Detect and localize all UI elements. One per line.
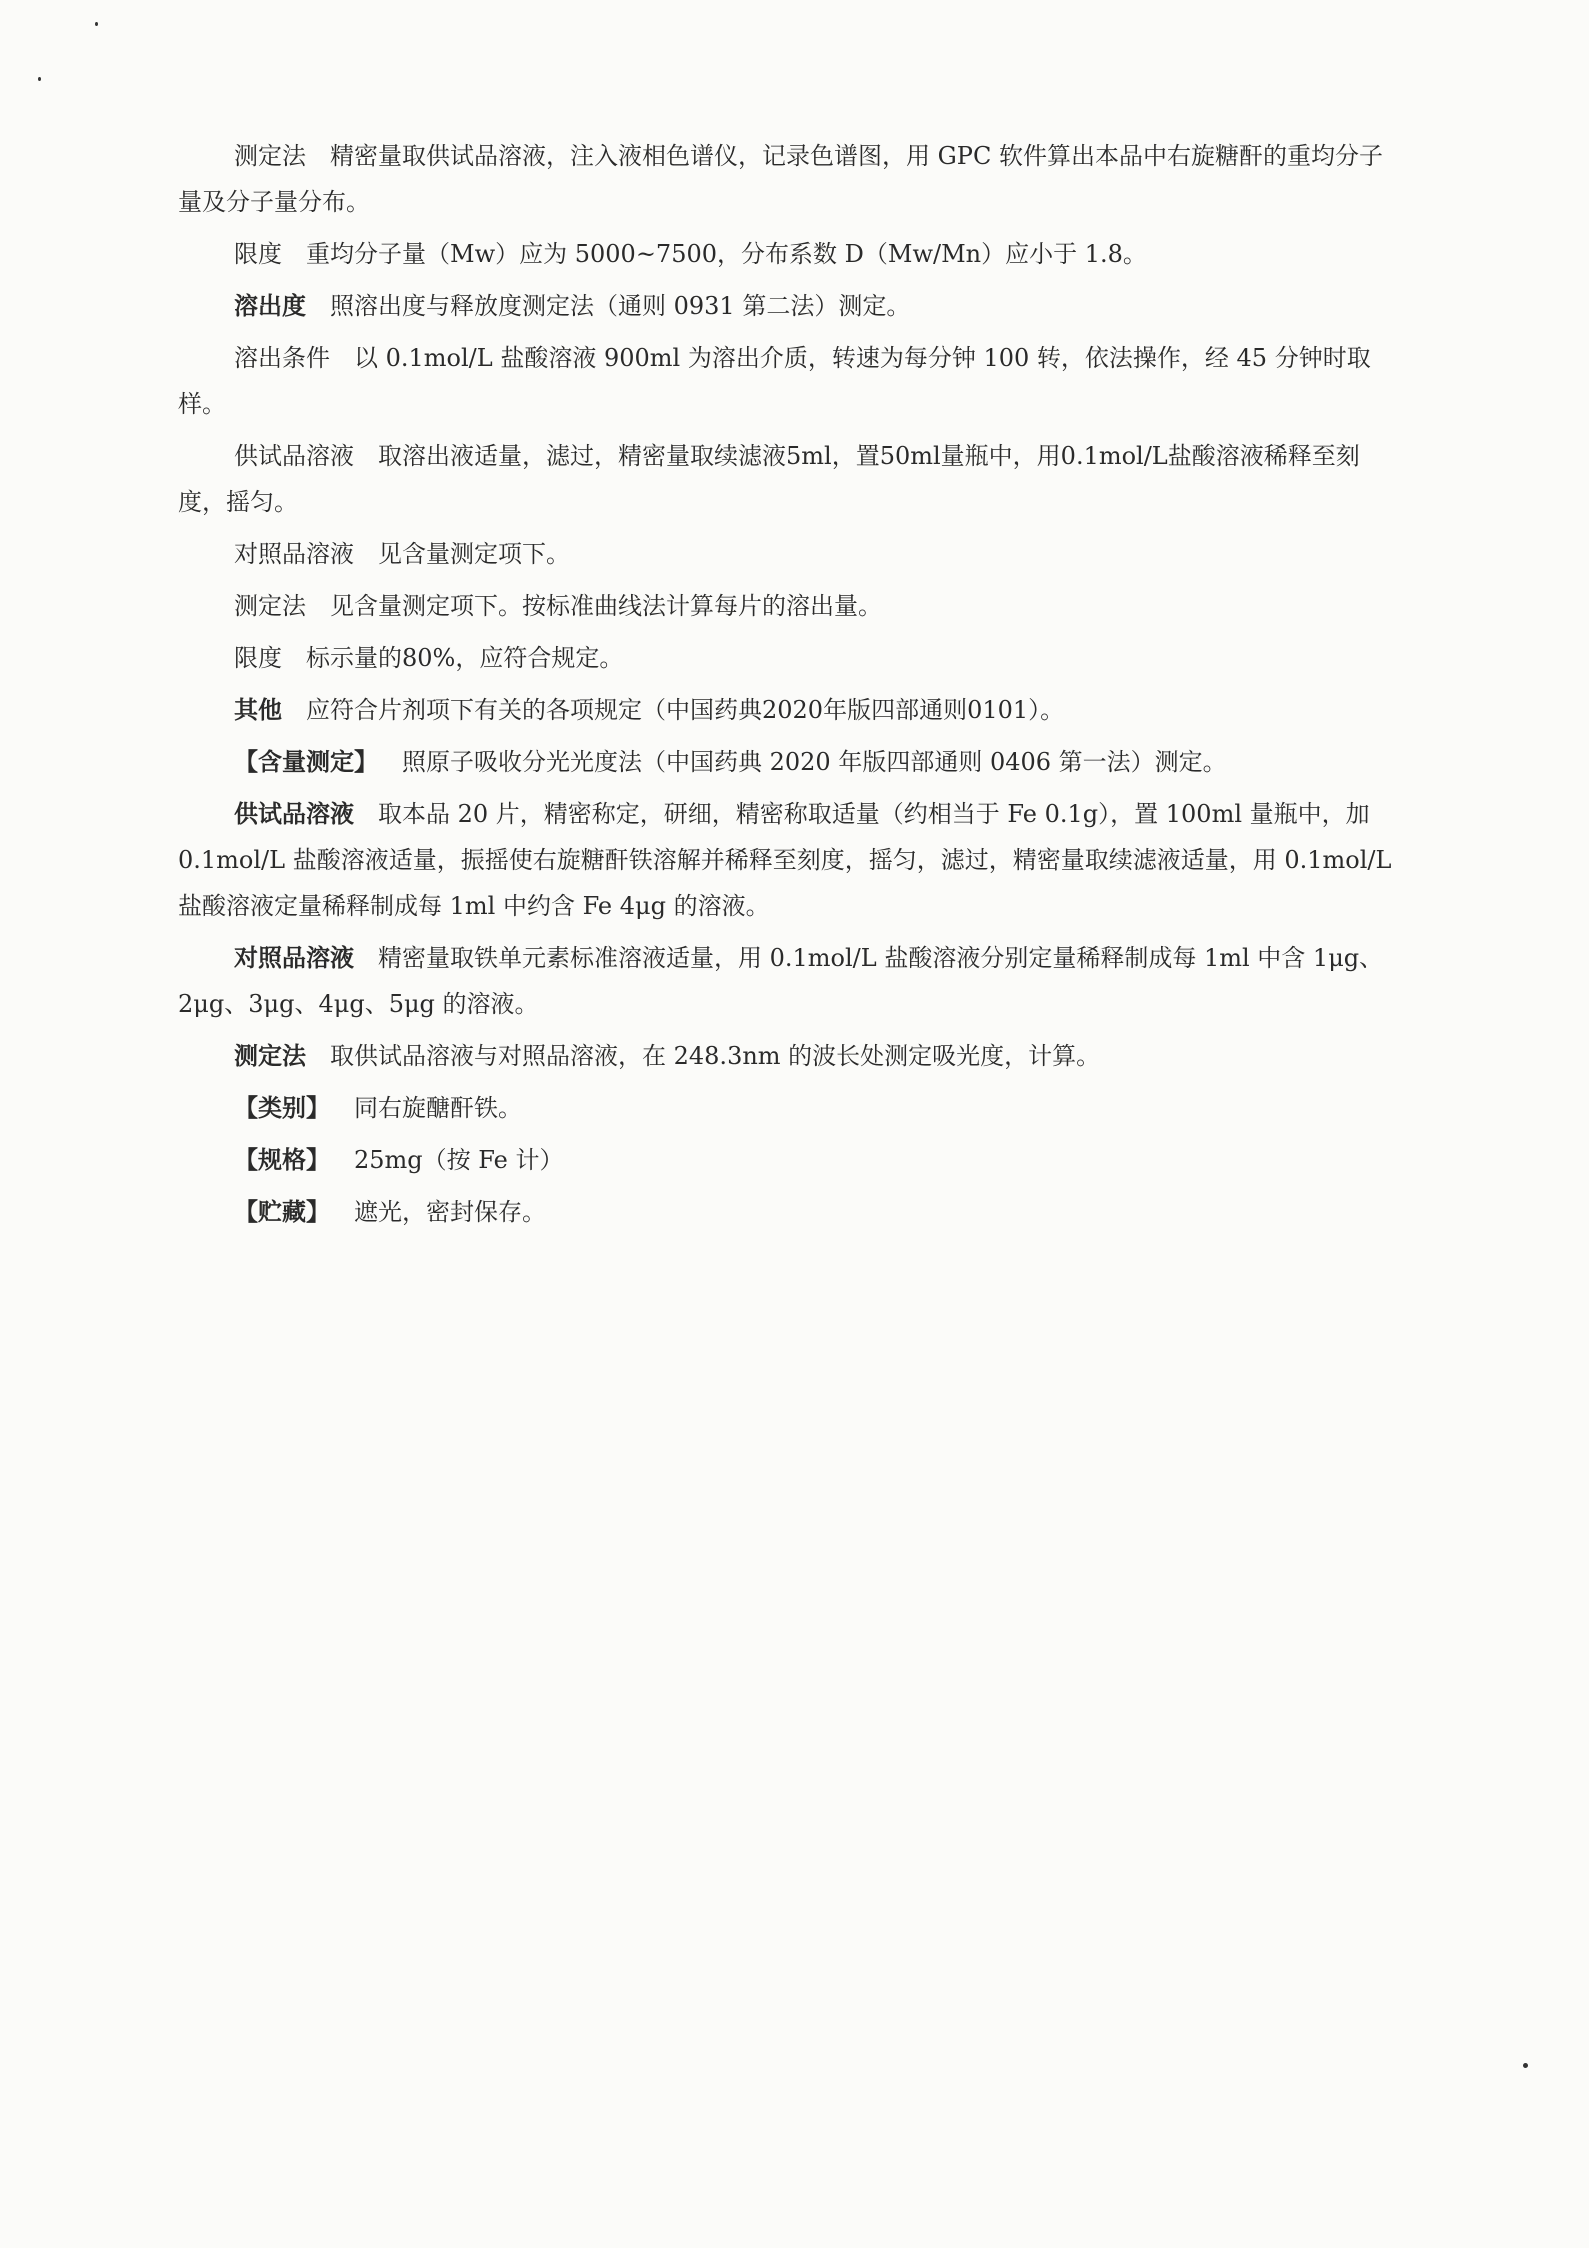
paragraph-label: 溶出条件 <box>234 344 330 372</box>
paragraph <box>178 1085 1403 1131</box>
paragraph-label: 对照品溶液 <box>234 540 354 568</box>
paragraph <box>178 1189 1403 1235</box>
document-body <box>178 133 1403 1241</box>
paragraph-label: 测定法 <box>234 1042 306 1070</box>
scan-speck <box>1523 2063 1528 2068</box>
paragraph <box>178 335 1403 427</box>
paragraph-text: 精密量取供试品溶液，注入液相色谱仪，记录色谱图，用 GPC 软件算出本品中右旋糖酐的重均分子量及分子量分布。 <box>178 142 1383 216</box>
paragraph-text: 照原子吸收分光光度法（中国药典 2020 年版四部通则 0406 第一法）测定。 <box>402 748 1227 776</box>
paragraph <box>178 1033 1403 1079</box>
paragraph-text: 重均分子量（Mw）应为 5000~7500，分布系数 D（Mw/Mn）应小于 1.8。 <box>306 240 1147 268</box>
paragraph-label: 【类别】 <box>234 1094 330 1122</box>
paragraph-text: 以 0.1mol/L 盐酸溶液 900ml 为溶出介质，转速为每分钟 100 转，依法操作，经 45 分钟时取样。 <box>178 344 1371 418</box>
paragraph-label: 【规格】 <box>234 1146 330 1174</box>
paragraph-label: 【含量测定】 <box>234 748 378 776</box>
paragraph-label: 测定法 <box>234 142 306 170</box>
paragraph-text: 取本品 20 片，精密称定，研细，精密称取适量（约相当于 Fe 0.1g），置 100ml 量瓶中，加 0.1mol/L 盐酸溶液适量，振摇使右旋糖酐铁溶解并稀释至刻度，摇匀，滤过，精密量取续滤液适量，用 0.1mol/L 盐酸溶液定量稀释制成每 1ml 中约含 Fe 4μg 的溶液。 <box>178 800 1400 920</box>
paragraph-label: 供试品溶液 <box>234 800 354 828</box>
paragraph <box>178 635 1403 681</box>
paragraph <box>178 583 1403 629</box>
paragraph-text: 取供试品溶液与对照品溶液，在 248.3nm 的波长处测定吸光度，计算。 <box>330 1042 1101 1070</box>
paragraph-text: 见含量测定项下。 <box>378 540 570 568</box>
paragraph <box>178 935 1403 1027</box>
paragraph-text: 标示量的80%，应符合规定。 <box>306 644 624 672</box>
paragraph-text: 遮光，密封保存。 <box>354 1198 546 1226</box>
paragraph <box>178 531 1403 577</box>
paragraph-text: 取溶出液适量，滤过，精密量取续滤液5ml，置50ml量瓶中，用0.1mol/L盐酸溶液稀释至刻度，摇匀。 <box>178 442 1360 516</box>
paragraph-label: 【贮藏】 <box>234 1198 330 1226</box>
paragraph-text: 见含量测定项下。按标准曲线法计算每片的溶出量。 <box>330 592 882 620</box>
paragraph-label: 供试品溶液 <box>234 442 354 470</box>
paragraph-text: 同右旋醣酐铁。 <box>354 1094 522 1122</box>
paragraph <box>178 1137 1403 1183</box>
paragraph <box>178 791 1403 929</box>
paragraph-text: 25mg（按 Fe 计） <box>354 1146 564 1174</box>
paragraph <box>178 133 1403 225</box>
paragraph <box>178 687 1403 733</box>
paragraph-label: 测定法 <box>234 592 306 620</box>
scan-speck <box>95 22 98 26</box>
paragraph-text: 应符合片剂项下有关的各项规定（中国药典2020年版四部通则0101）。 <box>306 696 1065 724</box>
paragraph-label: 其他 <box>234 696 282 724</box>
paragraph-label: 限度 <box>234 240 282 268</box>
paragraph <box>178 739 1403 785</box>
paragraph-label: 溶出度 <box>234 292 306 320</box>
paragraph <box>178 283 1403 329</box>
paragraph-text: 照溶出度与释放度测定法（通则 0931 第二法）测定。 <box>330 292 911 320</box>
paragraph-text: 精密量取铁单元素标准溶液适量，用 0.1mol/L 盐酸溶液分别定量稀释制成每 1ml 中含 1μg、2μg、3μg、4μg、5μg 的溶液。 <box>178 944 1384 1018</box>
scan-speck <box>38 77 41 81</box>
paragraph <box>178 231 1403 277</box>
paragraph-label: 限度 <box>234 644 282 672</box>
paragraph-label: 对照品溶液 <box>234 944 354 972</box>
paragraph <box>178 433 1403 525</box>
